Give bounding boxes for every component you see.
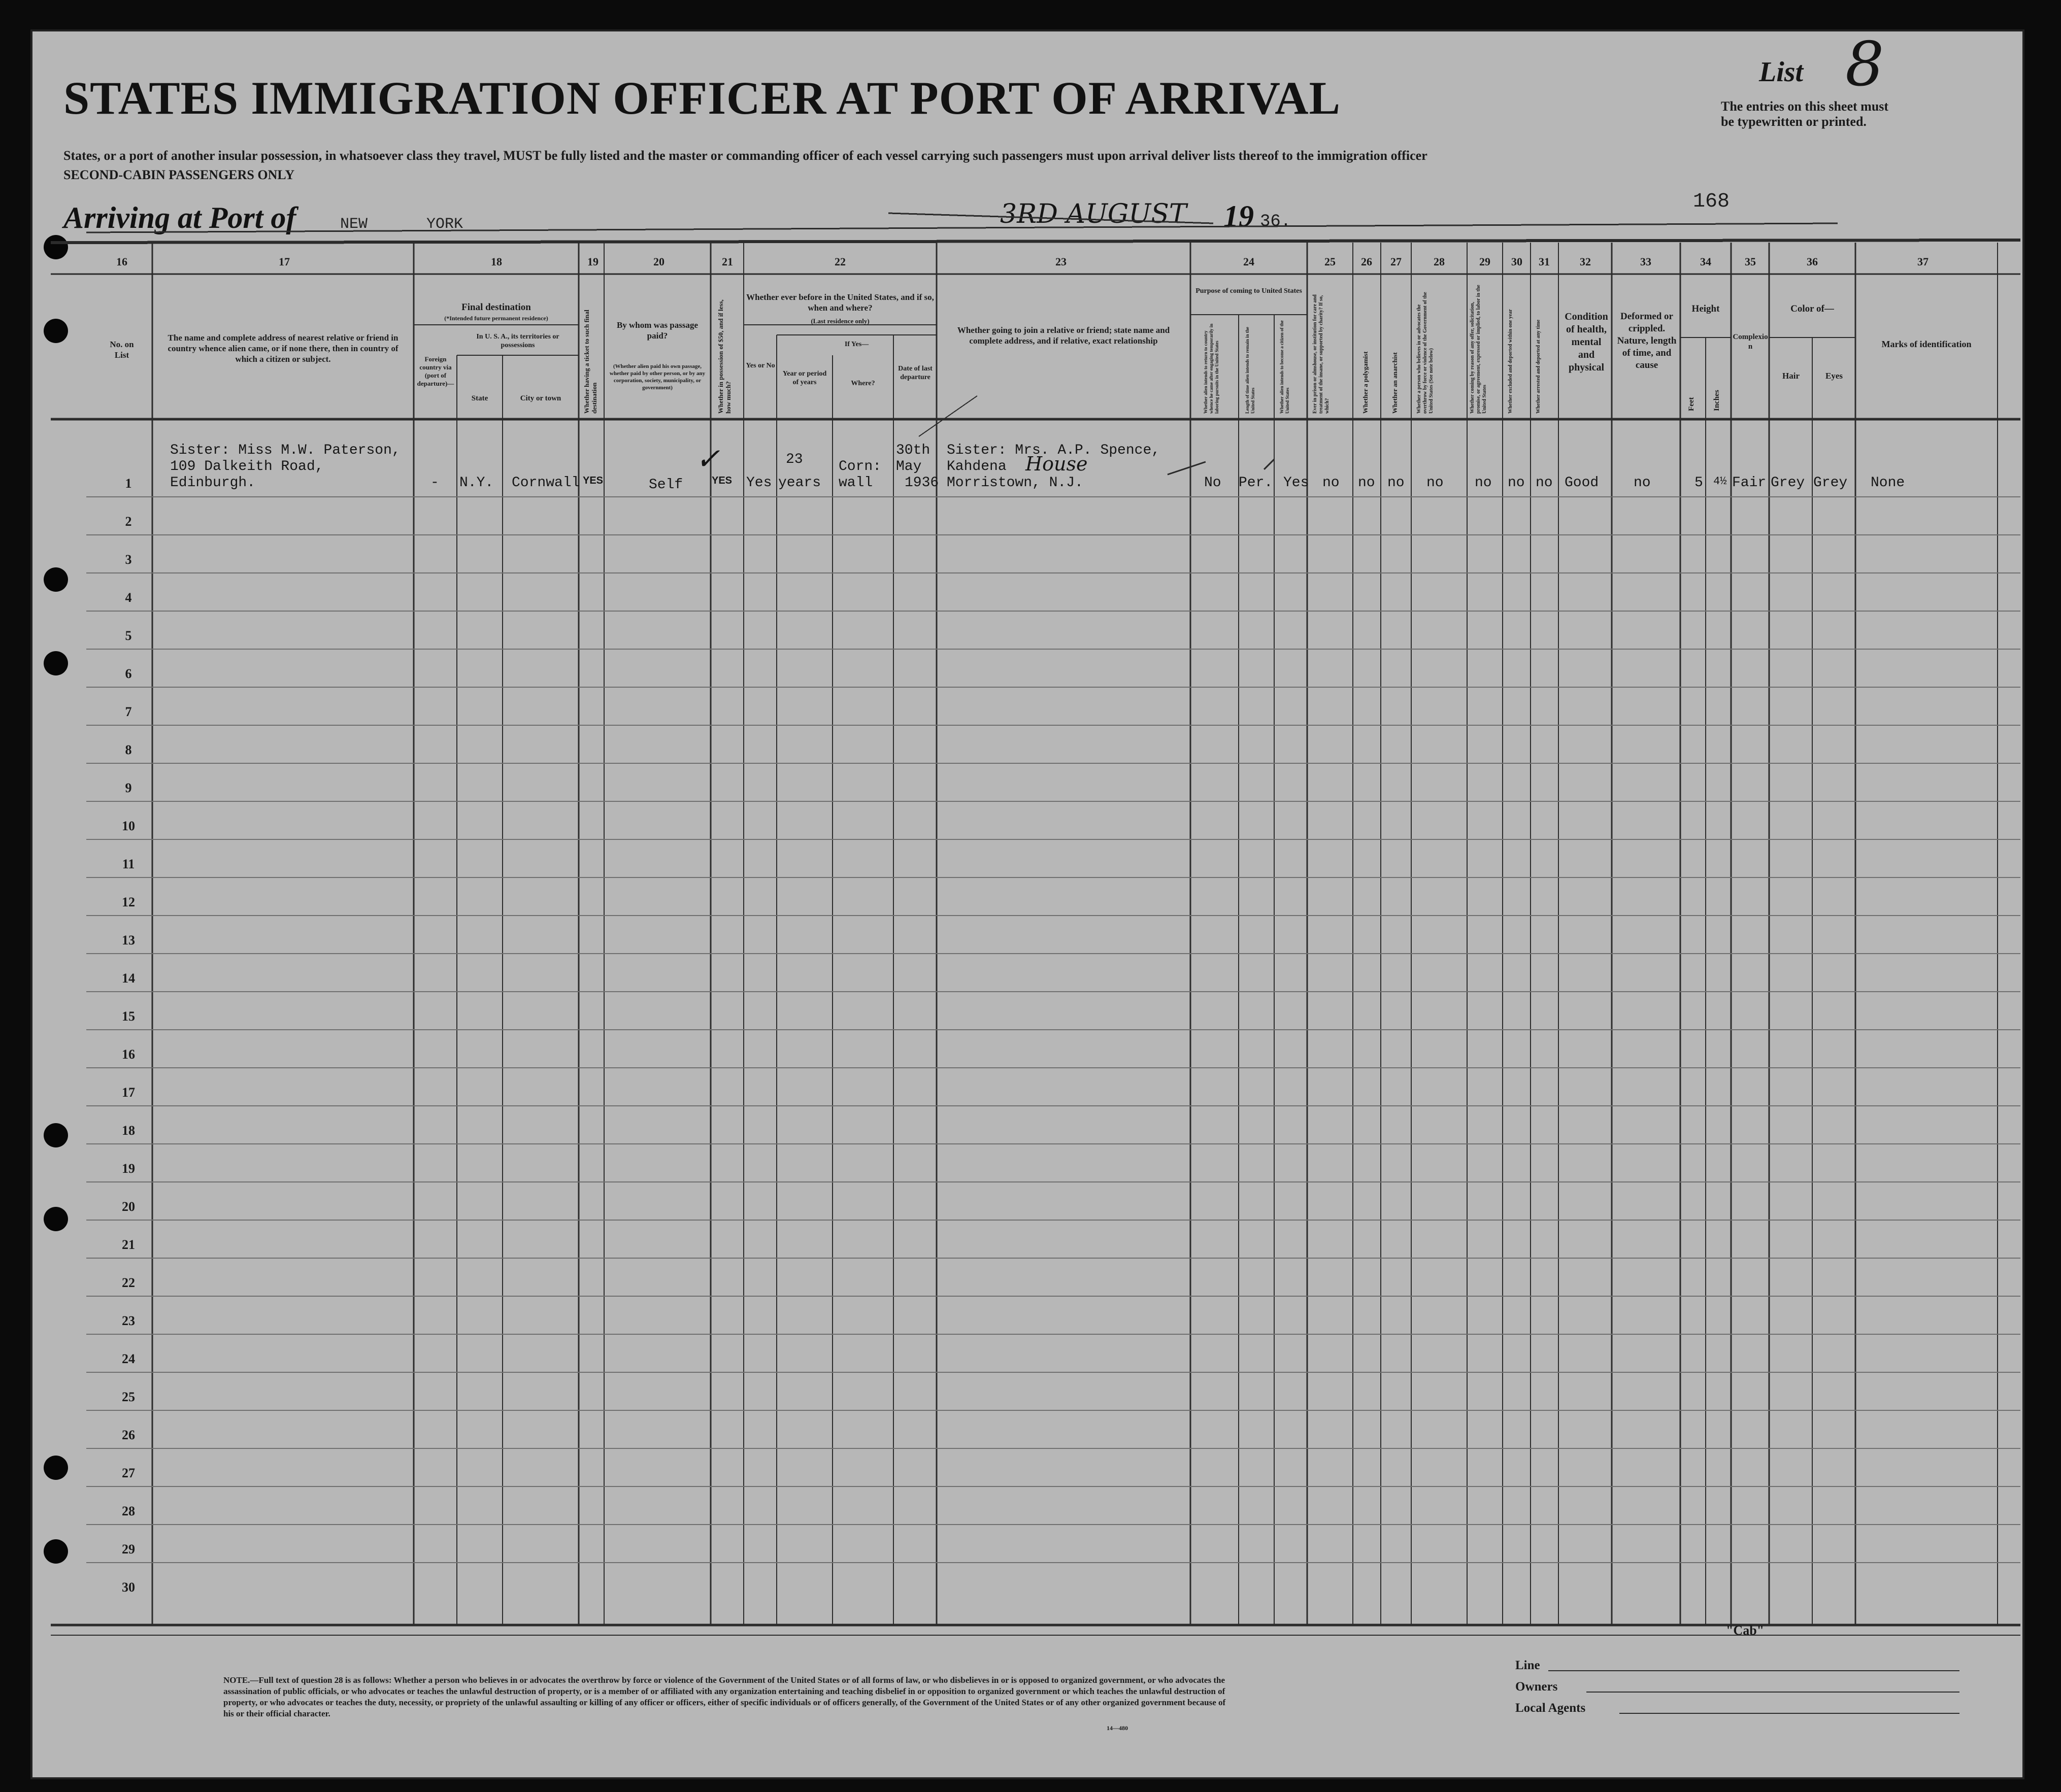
row-number: 2 [125, 514, 132, 529]
header-eyes: Eyes [1825, 371, 1843, 381]
row-number: 1 [125, 476, 132, 491]
row-number: 4 [125, 590, 132, 605]
header-height: Height [1691, 303, 1720, 314]
last-residence-line1: Corn: [839, 459, 882, 475]
ticket: YES [583, 475, 604, 486]
col-number-21: 21 [722, 255, 733, 268]
year-suffix: 36. [1260, 212, 1291, 231]
header-inches: Inches [1713, 390, 1721, 411]
labor-offer: no [1475, 475, 1492, 491]
header-where: Where? [851, 380, 875, 387]
col-number-35: 35 [1745, 255, 1756, 268]
departure-day: 30th [896, 443, 930, 458]
header-city: City or town [520, 394, 561, 402]
header-purpose: Purpose of coming to United States [1195, 287, 1302, 295]
col-number-26: 26 [1361, 255, 1372, 268]
row-number: 5 [125, 628, 132, 643]
row-number: 3 [125, 552, 132, 567]
row-number: 17 [122, 1085, 135, 1100]
anarchist: no [1387, 475, 1405, 491]
fifty-dollars: YES [712, 475, 733, 486]
row-number: 27 [122, 1466, 135, 1480]
row-number: 18 [122, 1123, 135, 1138]
header-ticket: Whether having a ticket to such final destination [583, 310, 598, 414]
header-purpose-return: Whether alien intends to return to country whence he came after engaging temporarily in laboring pursuits in the United States [1203, 323, 1219, 414]
header-passage-paid: By whom was passage paid? [616, 320, 699, 341]
page-number: 168 [1693, 190, 1730, 213]
relative-name: Sister: Miss M.W. Paterson, [170, 443, 401, 458]
row-number: 11 [122, 857, 135, 871]
header-going-to-join: Whether going to join a relative or friend; state name and complete address, and if relative, exact relationship [957, 325, 1170, 346]
join-name: Sister: Mrs. A.P. Spence, [947, 443, 1160, 458]
port-name-part1: NEW [340, 216, 368, 233]
header-anarchist: Whether an anarchist [1391, 352, 1399, 414]
col-number-22: 22 [835, 255, 846, 268]
arriving-label: Arriving at Port of [63, 201, 296, 234]
form-instruction: States, or a port of another insular possession, in whatsoever class they travel, MUST be fully listed and the master or commanding officer of each vessel carrying such passengers must upon arrival deliver lists thereof to the immigration officer [63, 148, 1427, 163]
height-inches: 4½ [1713, 475, 1727, 488]
row-number: 22 [122, 1275, 135, 1290]
deported: no [1536, 475, 1553, 491]
local-agents-label: Local Agents [1515, 1701, 1586, 1715]
list-number: 8 [1845, 29, 1884, 100]
owners-label: Owners [1515, 1680, 1558, 1694]
departure-year: 1936 [905, 475, 939, 491]
cab-stamp: "Cab" [1726, 1623, 1765, 1638]
port-name-part2: YORK [426, 216, 463, 233]
hair-color: Grey [1771, 475, 1805, 491]
col-number-19: 19 [587, 255, 599, 268]
header-last-departure: Date of last departure [898, 365, 933, 381]
header-color-of: Color of— [1790, 303, 1834, 314]
question-28-note: NOTE.—Full text of question 28 is as follows: Whether a person who believes in or advocates the overthrow by force or violence of the Government of the United States or of all forms of law, or who disbelieves in or is opposed to organized government, or who advocates the assassination of public officials, or who advocates or teaches the unlawful destruction of property, or is a member of or affiliated with any organization entertaining and teaching disbelief in or opposition to organized government or which teaches the unlawful destruction of property, or who advocates or teaches the duty, necessity, or propriety of the unlawful assaulting or killing of any officer or officers, either of specific individuals or of officers generally, of the Government of the United States or of any other organized government because of his or their official character. [223, 1675, 1226, 1718]
row-number: 23 [122, 1313, 135, 1328]
col-number-34: 34 [1700, 255, 1711, 268]
period-number: 23 [786, 452, 803, 467]
col-number-30: 30 [1511, 255, 1522, 268]
row-number: 19 [122, 1161, 135, 1176]
header-complexion: Complexion [1733, 333, 1768, 351]
deformed: no [1634, 475, 1651, 491]
header-labor-offer: Whether coming by reason of any offer, solicitation, promise, or agreement, expressed or implied, to labor in the United States [1470, 285, 1487, 414]
row-number: 25 [122, 1390, 135, 1404]
header-fifty-dollars: Whether in possession of $50, and if less, how much? [717, 299, 732, 414]
overthrow: no [1426, 475, 1444, 491]
join-town: Morristown, N.J. [947, 475, 1083, 491]
header-feet: Feet [1687, 397, 1696, 411]
entries-note-line2: be typewritten or printed. [1721, 114, 1867, 129]
row-number: 20 [122, 1199, 135, 1214]
row-number: 26 [122, 1428, 135, 1442]
header-overthrow: Whether a person who believes in or advocates the overthrow by force or violence of the Government of the United States (See note below) [1416, 292, 1434, 414]
prison: no [1322, 475, 1340, 491]
header-polygamist: Whether a polygamist [1361, 351, 1369, 414]
arrival-date: 3RD AUGUST [1000, 199, 1187, 229]
list-label: List [1759, 56, 1804, 88]
header-no-on-list: No. on List [110, 340, 134, 360]
purpose-return: No [1204, 475, 1221, 491]
header-nearest-relative: The name and complete address of nearest relative or friend in country whence alien came, or if none there, then in country of which a citizen or subject. [168, 333, 398, 364]
col-number-32: 32 [1580, 255, 1591, 268]
header-state: State [471, 394, 488, 402]
header-before-in-us: Whether ever before in the United States, and if so, when and where? [746, 292, 934, 313]
height-feet: 5 [1694, 475, 1703, 491]
period-unit: years [778, 475, 821, 491]
col-number-17: 17 [279, 255, 290, 268]
col-number-29: 29 [1479, 255, 1490, 268]
entries-note-line1: The entries on this sheet must [1721, 99, 1889, 114]
row-number: 21 [122, 1237, 135, 1252]
row-number: 16 [122, 1047, 135, 1062]
row-number: 12 [122, 895, 135, 909]
form-code: 14—480 [1107, 1725, 1128, 1732]
header-hair: Hair [1782, 371, 1800, 381]
row-number: 24 [122, 1351, 135, 1366]
col-number-18: 18 [491, 255, 502, 268]
row-number: 14 [122, 971, 135, 986]
dest-city: Cornwall [512, 475, 580, 491]
header-if-yes: If Yes— [844, 341, 869, 348]
complexion: Fair [1732, 475, 1767, 491]
col-number-25: 25 [1324, 255, 1336, 268]
header-in-usa: In U. S. A., its territories or possessions [476, 333, 559, 349]
year-prefix: 19 [1223, 199, 1254, 233]
before-yes-no: Yes [746, 475, 772, 491]
row-number: 28 [122, 1504, 135, 1518]
row-number: 30 [122, 1580, 135, 1595]
col-number-24: 24 [1243, 255, 1254, 268]
header-foreign-country: Foreign country via (port of departure)— [417, 355, 454, 387]
identification-marks: None [1871, 475, 1905, 491]
passage-paid: Self [649, 477, 683, 493]
col-number-23: 23 [1055, 255, 1067, 268]
col-number-31: 31 [1539, 255, 1550, 268]
departure-month: May [896, 459, 922, 475]
header-destination-note: (*Intended future permanent residence) [444, 315, 548, 322]
row-number: 9 [125, 781, 132, 795]
dest-state: N.Y. [459, 475, 494, 491]
col-number-27: 27 [1390, 255, 1402, 268]
row-number: 6 [125, 666, 132, 681]
header-prison: Ever in prison or almshouse, or institution for care and treatment of the insane, or supported by charity? If so, which? [1312, 294, 1330, 414]
eye-color: Grey [1813, 475, 1848, 491]
header-period: Year or period of years [782, 370, 827, 386]
col-number-16: 16 [116, 255, 127, 268]
row-number: 7 [125, 704, 132, 719]
col-number-20: 20 [653, 255, 664, 268]
col-number-37: 37 [1917, 255, 1929, 268]
header-purpose-citizen: Whether alien intends to become a citizen of the United States [1279, 320, 1290, 414]
header-deformed: Deformed or crippled. Nature, length of time, and cause [1617, 311, 1677, 370]
row-number: 10 [122, 819, 135, 833]
form-title: STATES IMMIGRATION OFFICER AT PORT OF ARRIVAL [63, 72, 1341, 124]
row-number: 13 [122, 933, 135, 948]
purpose-length: Per. [1239, 475, 1273, 491]
row-number: 15 [122, 1009, 135, 1024]
header-marks: Marks of identification [1881, 339, 1972, 349]
header-yes-no: Yes or No [746, 362, 775, 369]
row-number: 29 [122, 1542, 135, 1557]
header-passage-note: (Whether alien paid his own passage, whether paid by other person, or by any corporation, society, municipality, or government) [609, 363, 706, 391]
header-last-residence: (Last residence only) [811, 317, 870, 325]
col-number-33: 33 [1640, 255, 1651, 268]
cabin-class-note: SECOND-CABIN PASSENGERS ONLY [63, 167, 295, 182]
header-excluded: Whether excluded and deported within one year [1508, 309, 1513, 414]
header-health: Condition of health, mental and physical [1565, 311, 1608, 373]
col-number-28: 28 [1434, 255, 1445, 268]
row-number: 8 [125, 742, 132, 757]
col-number-36: 36 [1807, 255, 1818, 268]
purpose-citizen: Yes [1283, 475, 1309, 491]
relative-city: Edinburgh. [170, 475, 256, 491]
polygamist: no [1358, 475, 1375, 491]
header-deported: Whether arrested and deported at any time [1536, 319, 1541, 414]
foreign-country: - [430, 475, 439, 491]
line-label: Line [1515, 1659, 1540, 1672]
health: Good [1565, 475, 1599, 491]
relative-street: 109 Dalkeith Road, [170, 459, 324, 475]
excluded: no [1508, 475, 1525, 491]
join-house: Kahdena [947, 459, 1007, 475]
header-purpose-length: Length of time alien intends to remain in the United States [1245, 327, 1255, 414]
header-final-destination: Final destination [461, 302, 531, 313]
last-residence-line2: wall [839, 475, 873, 491]
join-house-handwritten: House [1025, 453, 1088, 475]
check-mark: ✓ [695, 442, 720, 476]
